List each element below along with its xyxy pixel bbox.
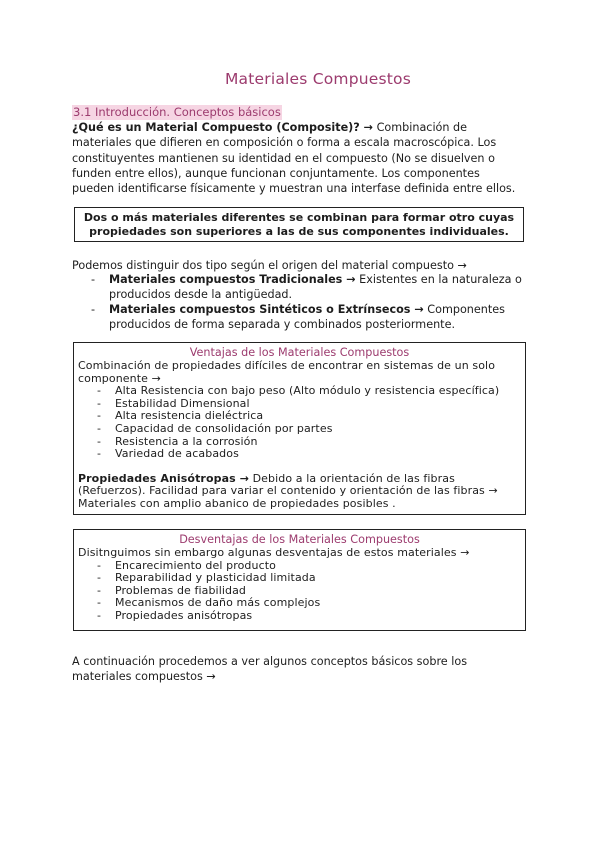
types-list <box>72 272 522 332</box>
list-dash: - <box>97 608 102 622</box>
advantage-text: Alta Resistencia con bajo peso (Alto módulo y resistencia específica) <box>115 384 500 398</box>
disadvantage-text: Problemas de fiabilidad <box>115 583 247 597</box>
advantage-text: Resistencia a la corrosión <box>115 434 258 448</box>
disadvantages-title: Desventajas de los Materiales Compuestos <box>179 533 420 546</box>
list-dash: - <box>91 273 96 286</box>
disadvantage-text: Propiedades anisótropas <box>115 608 253 622</box>
disadvantages-lead: Disitnguimos sin embargo algunas desventajas de estos materiales → <box>78 546 470 559</box>
list-dash: - <box>97 571 102 585</box>
section-heading: 3.1 Introducción. Conceptos básicos <box>73 105 281 119</box>
list-item <box>72 272 522 302</box>
page-title: Materiales Compuestos <box>224 70 412 88</box>
list-item <box>72 302 522 332</box>
list-dash: - <box>97 596 102 610</box>
type-term: Materiales compuestos Tradicionales → <box>109 273 356 286</box>
advantage-text: Estabilidad Dimensional <box>115 396 250 410</box>
anisotropic-term: Propiedades Anisótropas → <box>78 471 250 485</box>
list-dash: - <box>97 409 102 423</box>
intro-paragraph <box>72 120 522 196</box>
types-lead: Podemos distinguir dos tipo según el origen del material compuesto → <box>72 259 467 272</box>
advantages-box <box>73 342 526 515</box>
type-text: Componentes producidos de forma separada y combinados posteriormente. <box>109 303 505 331</box>
disadvantage-text: Mecanismos de daño más complejos <box>115 596 321 610</box>
anisotropic-text: Debido a la orientación de las fibras (Refuerzos). Facilidad para variar el contenido y orientación de las fibras → Materiales con amplio abanico de propiedades posibles . <box>78 471 498 510</box>
advantage-text: Variedad de acabados <box>115 447 239 461</box>
list-dash: - <box>97 558 102 572</box>
anisotropic-paragraph <box>78 473 521 511</box>
definition-box <box>74 207 524 242</box>
type-term: Materiales compuestos Sintéticos o Extrínsecos → <box>109 303 424 316</box>
disadvantages-box <box>73 529 526 631</box>
advantages-list <box>78 385 521 461</box>
list-item <box>78 448 521 461</box>
advantages-lead: Combinación de propiedades difíciles de encontrar en sistemas de un solo componente → <box>78 359 496 385</box>
list-dash: - <box>97 434 102 448</box>
advantages-title: Ventajas de los Materiales Compuestos <box>189 346 410 359</box>
list-dash: - <box>97 421 102 435</box>
list-dash: - <box>97 396 102 410</box>
disadvantages-list <box>78 560 521 623</box>
closing-paragraph: A continuación procedemos a ver algunos conceptos básicos sobre los materiales compuestos → <box>72 655 468 684</box>
advantage-text: Capacidad de consolidación por partes <box>115 421 333 435</box>
list-dash: - <box>97 447 102 461</box>
definition-text: Dos o más materiales diferentes se combinan para formar otro cuyas propiedades son superiores a las de sus componentes individuales. <box>83 211 515 238</box>
advantage-text: Alta resistencia dieléctrica <box>115 409 264 423</box>
list-item <box>78 610 521 623</box>
intro-question: ¿Qué es un Material Compuesto (Composite)? → <box>72 121 374 134</box>
intro-answer: Combinación de materiales que difieren en composición o forma a escala macroscópica. Los constituyentes mantienen su identidad en el compuesto (No se disuelven o funden entre ellos), aunque funcionan conjuntamente. Los componentes pueden identificarse físicamente y muestran una interfase definida entre ellos. <box>72 121 516 196</box>
list-dash: - <box>91 303 96 316</box>
disadvantage-text: Encarecimiento del producto <box>115 558 276 572</box>
list-dash: - <box>97 384 102 398</box>
list-dash: - <box>97 583 102 597</box>
disadvantage-text: Reparabilidad y plasticidad limitada <box>115 571 316 585</box>
type-text: Existentes en la naturaleza o producidos desde la antigüedad. <box>109 273 522 301</box>
